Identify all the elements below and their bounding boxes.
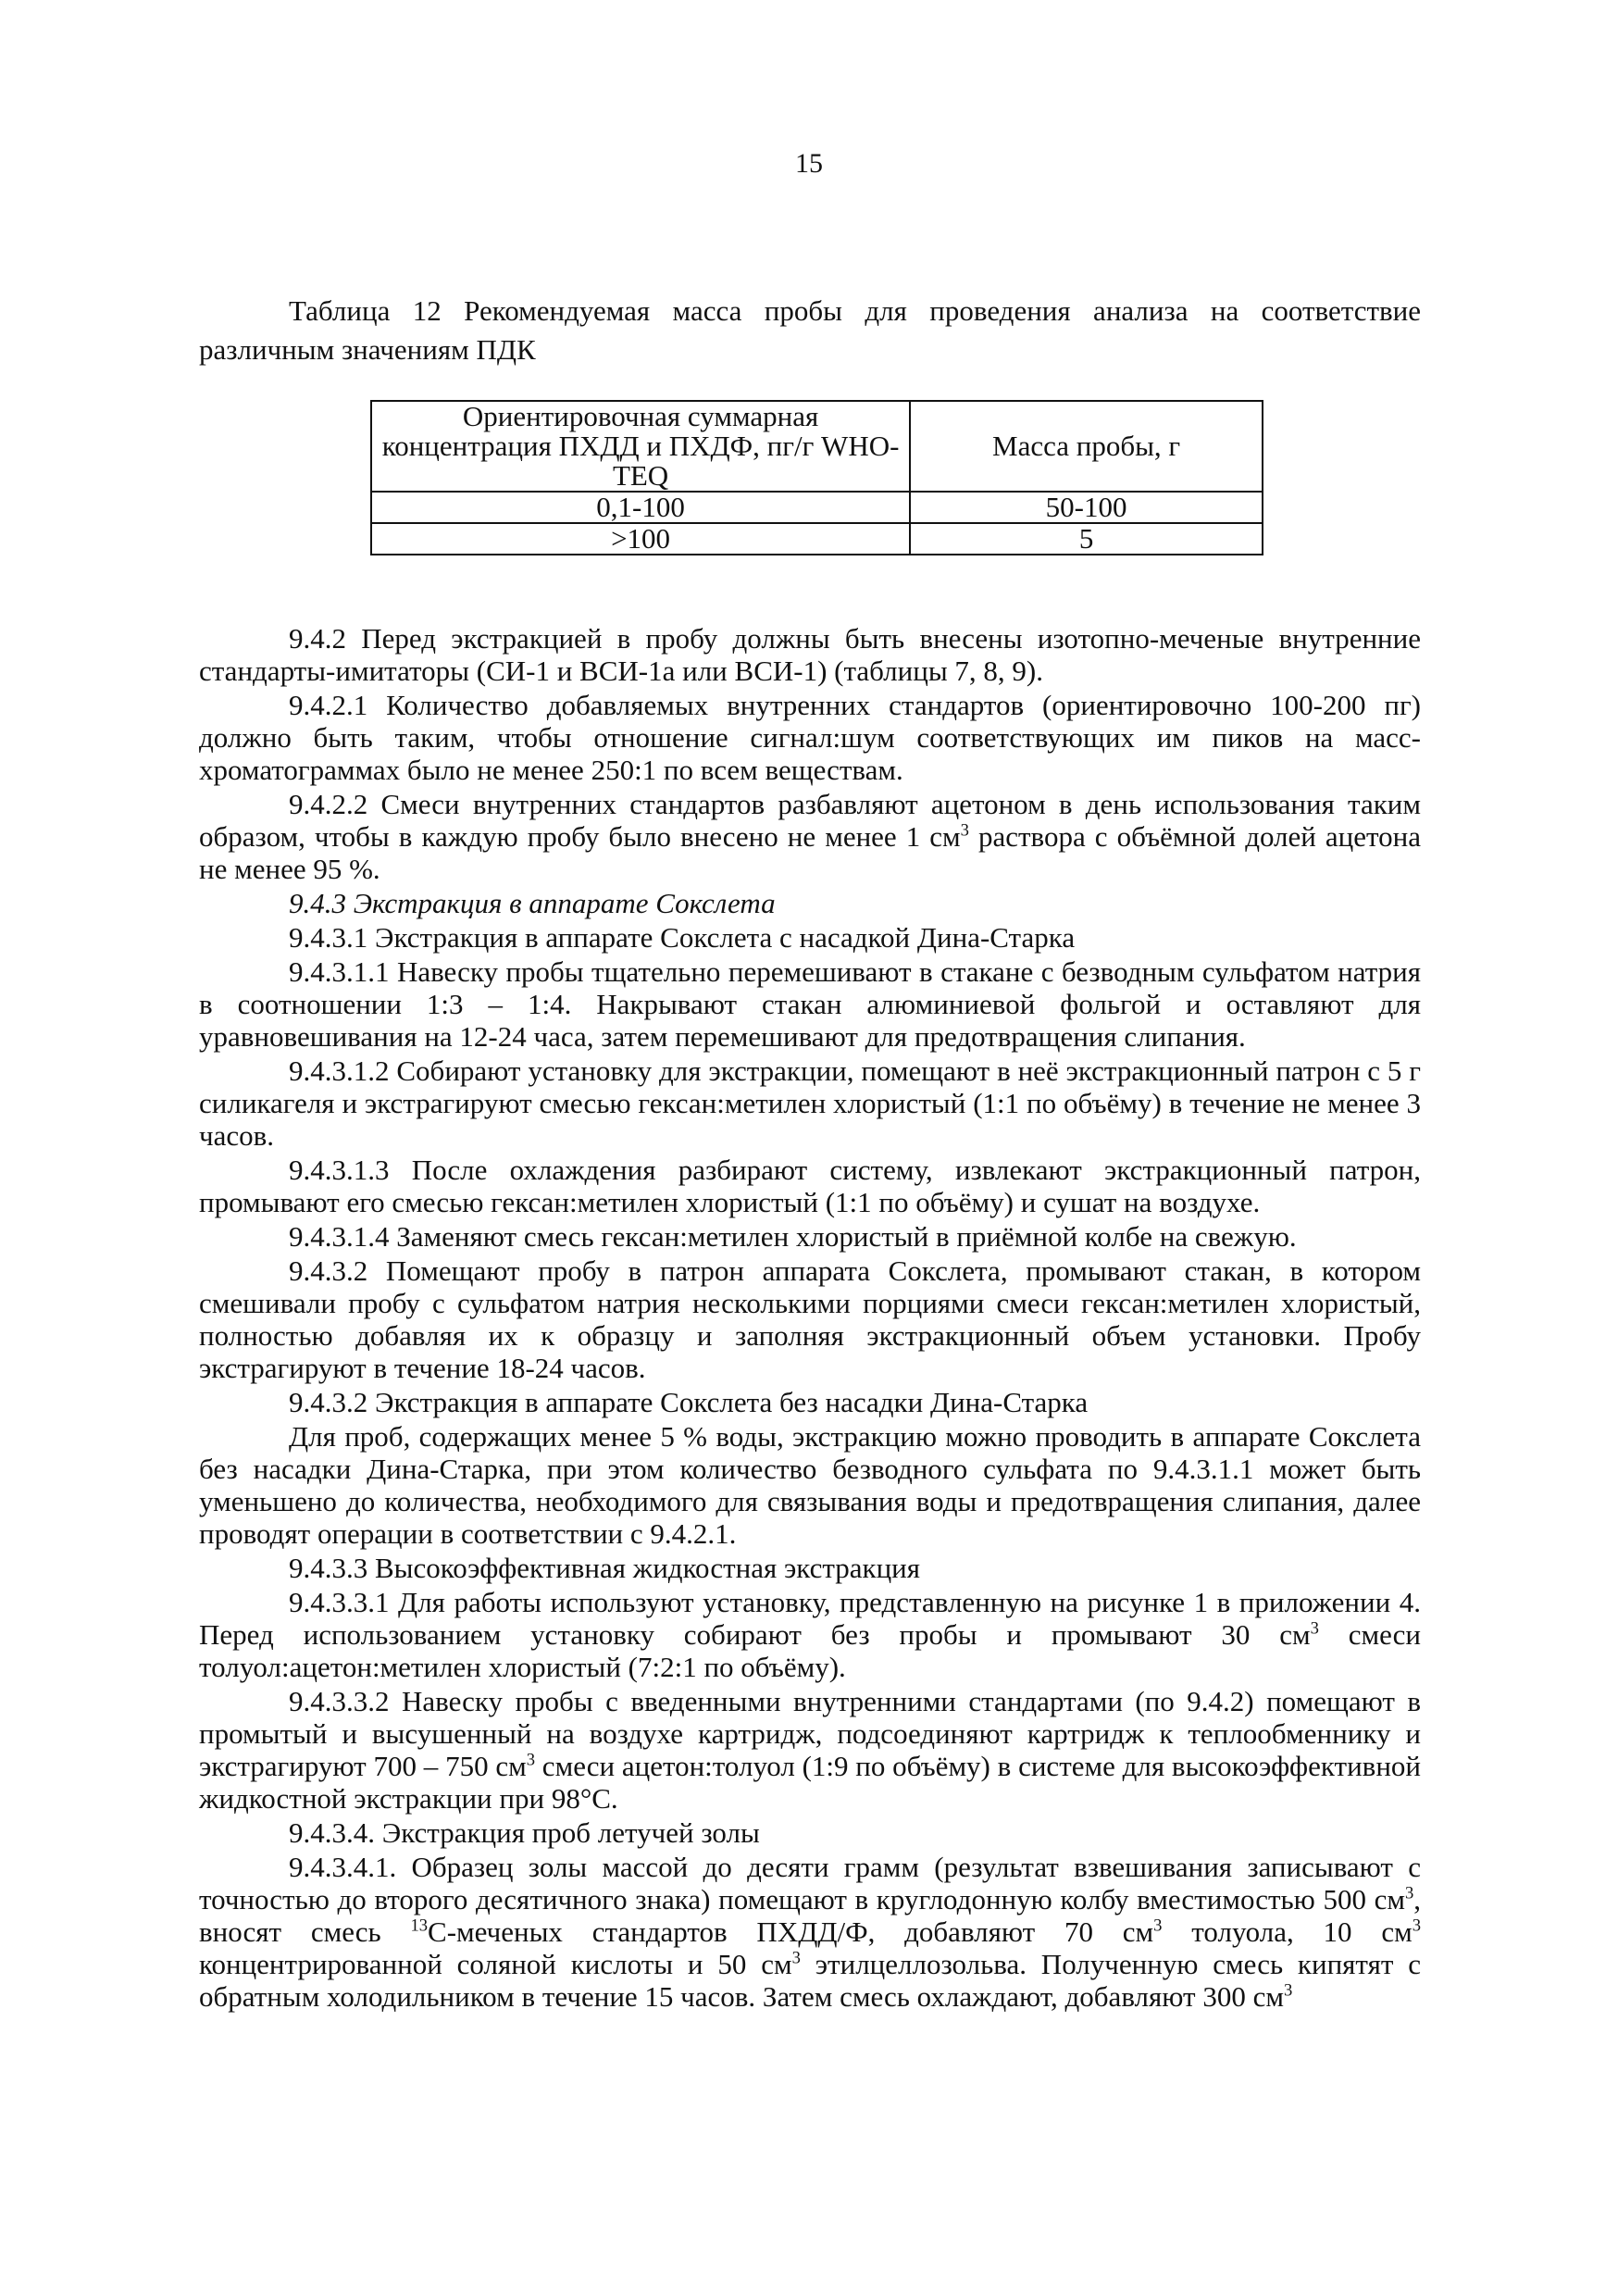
paragraph-9-4-3-3-1: 9.4.3.3.1 Для работы используют установку, представленную на рисунке 1 в приложении 4. Перед использованием установку собирают без пробы и промывают 30 $см^3$ смеси толуол:ацетон:метилен хлористый (7:2:1 по объёму). bbox=[199, 1586, 1421, 1683]
header-cell-concentration: Ориентировочная суммарная концентрация ПХДД и ПХДФ, пг/г WHO-TEQ bbox=[371, 401, 910, 492]
paragraph-9-4-3-1-4: 9.4.3.1.4 Заменяют смесь гексан:метилен хлористый в приёмной колбе на свежую. bbox=[289, 1220, 1297, 1253]
table-row bbox=[371, 523, 1263, 555]
paragraph-dry-samples: Для проб, содержащих менее 5 % воды, экстракцию можно проводить в аппарате Сокслета без насадки Дина-Старка, при этом количество безводного сульфата по 9.4.3.1.1 может быть уменьшено до количества, необходимого для связывания воды и предотвращения слипания, далее проводят операции в соответствии с 9.4.2.1. bbox=[199, 1420, 1421, 1550]
paragraph-9-4-2-2: 9.4.2.2 Смеси внутренних стандартов разбавляют ацетоном в день использования таким образом, чтобы в каждую пробу было внесено не менее 1 $см^3$ раствора с объёмной долей ацетона не менее 95 %. bbox=[199, 788, 1422, 885]
body-text bbox=[199, 622, 1421, 2015]
paragraph-9-4-3-4: 9.4.3.4. Экстракция проб летучей золы bbox=[289, 1816, 760, 1849]
paragraph-9-4-3-1: 9.4.3.1 Экстракция в аппарате Сокслета с насадкой Дина-Старка bbox=[289, 921, 1076, 954]
header-cell-mass: Масса пробы, г bbox=[910, 401, 1263, 492]
paragraph-9-4-2-1: 9.4.2.1 Количество добавляемых внутренних стандартов (ориентировочно 100-200 пг) должно быть таким, чтобы отношение сигнал:шум соответствующих им пиков на масс-хроматограммах было не менее 250:1 по всем веществам. bbox=[199, 689, 1421, 786]
page-number: 15 bbox=[795, 148, 823, 179]
table-cell: 50-100 bbox=[910, 492, 1263, 523]
paragraph-9-4-3-1-1: 9.4.3.1.1 Навеску пробы тщательно перемешивают в стакане с безводным сульфатом натрия в соотношении 1:3 – 1:4. Накрывают стакан алюминиевой фольгой и оставляют для уравновешивания на 12-24 часа, затем перемешивают для предотвращения слипания. bbox=[199, 955, 1421, 1053]
table-caption: Таблица 12 Рекомендуемая масса пробы для проведения анализа на соответствие различным значениям ПДК bbox=[199, 294, 1421, 366]
paragraph-9-4-3-3: 9.4.3.3 Высокоэффективная жидкостная экстракция bbox=[289, 1552, 921, 1584]
paragraph-9-4-3-1-2: 9.4.3.1.2 Собирают установку для экстракции, помещают в неё экстракционный патрон с 5 г силикагеля и экстрагируют смесью гексан:метилен хлористый (1:1 по объёму) в течение не менее 3 часов. bbox=[199, 1054, 1421, 1152]
paragraph-9-4-2: 9.4.2 Перед экстракцией в пробу должны быть внесены изотопно-меченые внутренние стандарты-имитаторы (СИ-1 и ВСИ-1а или ВСИ-1) (таблицы 7, 8, 9). bbox=[199, 622, 1421, 687]
table-row bbox=[371, 492, 1263, 523]
paragraph-9-4-3-1-3: 9.4.3.1.3 После охлаждения разбирают систему, извлекают экстракционный патрон, промывают его смесью гексан:метилен хлористый (1:1 по объёму) и сушат на воздухе. bbox=[199, 1154, 1421, 1218]
sample-mass-table bbox=[370, 400, 1263, 555]
paragraph-9-4-3-2-a: 9.4.3.2 Помещают пробу в патрон аппарата Сокслета, промывают стакан, в котором смешивали пробу с сульфатом натрия несколькими порциями смеси гексан:метилен хлористый, полностью добавляя их к образцу и заполняя экстракционный объем установки. Пробу экстрагируют в течение 18-24 часов. bbox=[199, 1254, 1421, 1384]
paragraph-9-4-3-4-1: 9.4.3.4.1. Образец золы массой до десяти грамм (результат взвешивания записывают с точностью до второго десятичного знака) помещают в круглодонную колбу вместимостью 500 $см^3$, вносят смесь $^{13}$С-меченых стандартов ПХДД/Ф, добавляют 70 $см^3$ толуола, 10 $см^3$ концентрированной соляной кислоты и 50 $см^3$ этилцеллозольва. Полученную смесь кипятят с обратным холодильником в течение 15 часов. Затем смесь охлаждают, добавляют 300 $см^3$ bbox=[199, 1851, 1421, 2013]
table-cell: 5 bbox=[910, 523, 1263, 555]
table-cell: 0,1-100 bbox=[371, 492, 910, 523]
section-heading-9-4-3: 9.4.3 Экстракция в аппарате Сокслета bbox=[289, 887, 776, 919]
paragraph-9-4-3-2-b: 9.4.3.2 Экстракция в аппарате Сокслета без насадки Дина-Старка bbox=[289, 1386, 1089, 1418]
paragraph-9-4-3-3-2: 9.4.3.3.2 Навеску пробы с введенными внутренними стандартами (по 9.4.2) помещают в промытый и высушенный на воздухе картридж, подсоединяют картридж к теплообменнику и экстрагируют 700 – 750 $см^3$ смеси ацетон:толуол (1:9 по объёму) в системе для высокоэффективной жидкостной экстракции при 98°С. bbox=[199, 1685, 1422, 1815]
table-header-row bbox=[371, 401, 1263, 492]
table-cell: >100 bbox=[371, 523, 910, 555]
